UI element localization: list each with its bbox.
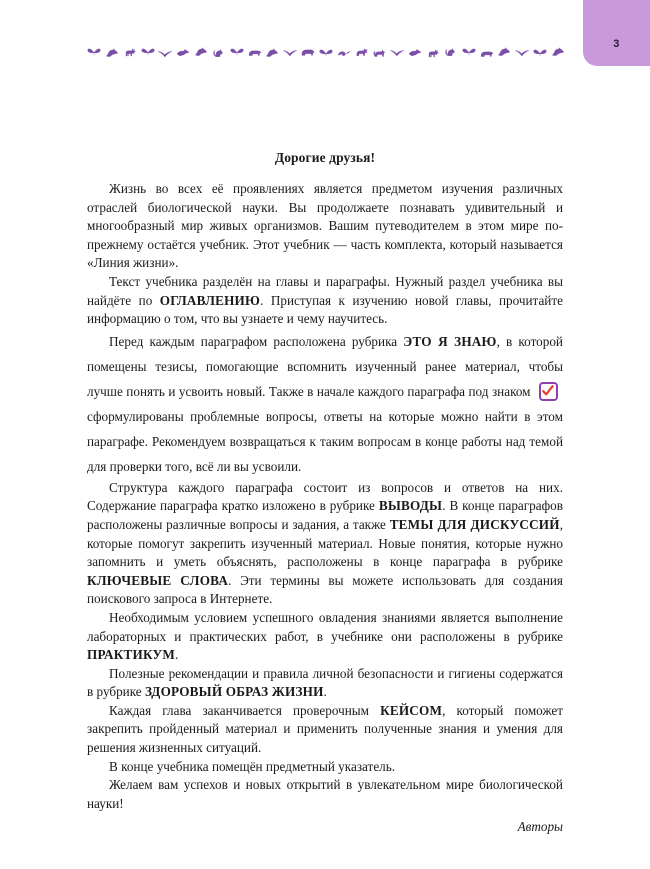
rubric-name: КЛЮЧЕВЫЕ СЛОВА (87, 572, 229, 588)
duck-icon (175, 46, 191, 58)
duck-icon (407, 46, 423, 58)
paragraph-list (87, 180, 563, 813)
rubric-name: ВЫВОДЫ (378, 498, 443, 514)
rubric-name: ЭТО Я ЗНАЮ (403, 333, 497, 349)
paragraph: В конце учебника помещён предметный указатель. (109, 758, 396, 774)
rubric-name: ЗДОРОВЫЙ ОБРАЗ ЖИЗНИ (144, 684, 324, 700)
animal-silhouette-border (86, 40, 566, 64)
rubric-name: КЕЙСОМ (380, 702, 443, 718)
paragraph: Необходимым условием успешного овладения знаниями является выполнение лабораторных и практических работ, в учебнике они расположены в рубрике ПРАКТИКУМ. (87, 609, 563, 663)
bird-flying-icon (157, 47, 173, 59)
boar-icon (247, 46, 263, 58)
butterfly-icon (140, 46, 156, 58)
paragraph: Текст учебника разделён на главы и параграфы. Нужный раздел учебника вы найдёте по ОГЛАВЛЕНИЮ. Приступая к изучению новой главы, прочитайте информацию о том, что вы узнаете и чему научитесь. (87, 273, 563, 327)
bird-flying-icon (282, 46, 298, 58)
paragraph: Каждая глава заканчивается проверочным КЕЙСОМ, который поможет закрепить пройденный материал и применить полученные знания и умения для решения жизненных ситуаций. (87, 702, 563, 756)
page-number-badge (583, 0, 650, 66)
squirrel-icon (211, 47, 227, 59)
paragraph: Жизнь во всех её проявлениях является предметом изучения различных отраслей биологической науки. Вы продолжаете познавать удивительный и многообразный мир живых организмов. Вашим путеводителем в этом мире по-прежнему остаётся учебник. Этот учебник — часть комплекта, который называется «Линия жизни». (87, 181, 563, 271)
boar-icon (479, 47, 495, 59)
deer-icon (122, 46, 138, 58)
snail-icon (336, 46, 352, 58)
bird-icon (550, 46, 566, 58)
preface-content (87, 150, 563, 835)
paragraph: Структура каждого параграфа состоит из вопросов и ответов на них. Содержание параграфа кратко изложено в рубрике ВЫВОДЫ. В конце параграфов расположены различные вопросы и задания, а также ТЕМЫ ДЛЯ ДИСКУССИЙ, которые помогут закрепить изученный материал. Новые понятия, которые нужно запомнить и уметь объяснять, расположены в конце параграфа в рубрике КЛЮЧЕВЫЕ СЛОВА. Эти термины вы можете использовать для создания поискового запроса в Интернете. (87, 479, 564, 607)
checkmark-icon (539, 382, 558, 401)
squirrel-icon (443, 46, 459, 58)
page-title: Дорогие друзья! (274, 150, 376, 165)
bird-flying-icon (389, 46, 405, 58)
bird-icon (193, 46, 209, 58)
bird-icon (264, 47, 280, 59)
butterfly-icon (318, 47, 334, 59)
paragraph: Полезные рекомендации и правила личной безопасности и гигиены содержатся в рубрике ЗДОРОВЫЙ ОБРАЗ ЖИЗНИ. (87, 665, 563, 700)
rubric-name: ТЕМЫ ДЛЯ ДИСКУССИЙ (389, 516, 560, 532)
signature: Авторы (517, 819, 563, 835)
bird-icon (496, 46, 512, 58)
bird-flying-icon (514, 46, 530, 58)
butterfly-icon (229, 46, 245, 58)
butterfly-icon (86, 46, 102, 58)
butterfly-icon (532, 47, 548, 59)
bird-icon (104, 47, 120, 59)
deer-icon (425, 47, 441, 59)
rubric-name: ОГЛАВЛЕНИЮ (159, 292, 261, 308)
bison-icon (300, 46, 316, 58)
paragraph: Перед каждым параграфом расположена рубрика ЭТО Я ЗНАЮ, в которой помещены тезисы, помогающие вспомнить изученный ранее материал, чтобы лучше понять и усвоить новый. Также в начале каждого параграфа под знаком сформулированы проблемные вопросы, ответы на которые можно найти в этом параграфе. Рекомендуем возвращаться к таким вопросам в конце работы над темой для проверки того, всё ли вы усвоили. (87, 333, 563, 474)
page-number: 3 (613, 38, 620, 50)
butterfly-icon (461, 46, 477, 58)
fox-icon (372, 47, 388, 59)
horse-icon (354, 46, 370, 58)
paragraph: Желаем вам успехов и новых открытий в увлекательном мире биологической науки! (87, 777, 563, 811)
rubric-name: ПРАКТИКУМ (87, 647, 175, 663)
